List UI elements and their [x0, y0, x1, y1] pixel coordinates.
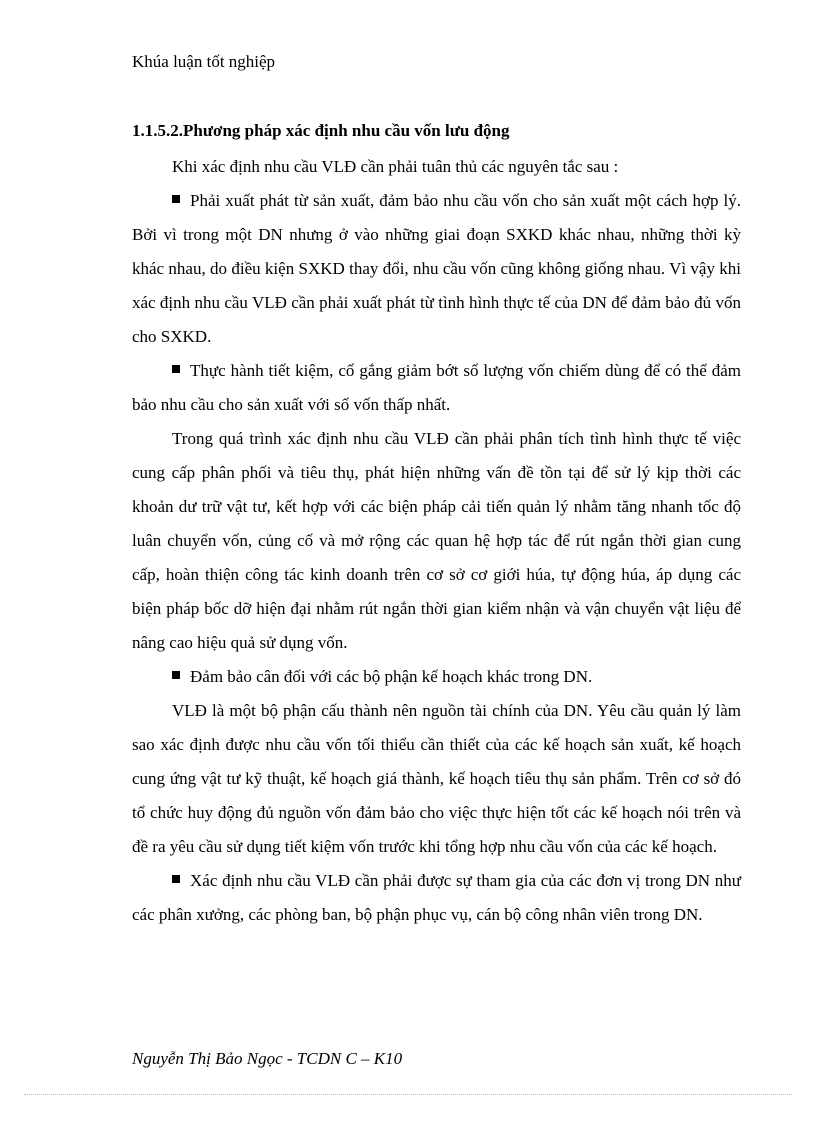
intro-paragraph: Khi xác định nhu cầu VLĐ cần phải tuân thủ các nguyên tắc sau :: [172, 157, 619, 176]
square-bullet-icon: [172, 195, 180, 203]
bullet-item: [132, 354, 741, 422]
square-bullet-icon: [172, 365, 180, 373]
body-paragraph: VLĐ là một bộ phận cấu thành nên nguồn tài chính của DN. Yêu cầu quản lý làm sao xác định được nhu cầu vốn tối thiểu cần thiết của các kế hoạch sản xuất, kế hoạch cung ứng vật tư kỹ thuật, kế hoạch giá thành, kế hoạch tiêu thụ sản phẩm. Trên cơ sở đó tổ chức huy động đủ nguồn vốn đảm bảo cho việc thực hiện tốt các kế hoạch nói trên và đề ra yêu cầu sử dụng tiết kiệm vốn trước khi tổng hợp nhu cầu vốn của các kế hoạch.: [132, 701, 741, 856]
footer-divider: [24, 1094, 792, 1095]
bullet-text: Xác định nhu cầu VLĐ cần phải được sự tham gia của các đơn vị trong DN như các phân xưởng, các phòng ban, bộ phận phục vụ, cán bộ công nhân viên trong DN.: [132, 871, 741, 924]
bullet-item: [132, 864, 741, 932]
body-paragraph: Trong quá trình xác định nhu cầu VLĐ cần phải phân tích tình hình thực tế việc cung cấp phân phối và tiêu thụ, phát hiện những vấn đề tồn tại để sử lý kịp thời các khoản dư trữ vật tư, kết hợp với các biện pháp cải tiến quản lý nhằm tăng nhanh tốc độ luân chuyển vốn, củng cố và mở rộng các quan hệ hợp tác để rút ngắn thời gian cung cấp, hoàn thiện công tác kinh doanh trên cơ sở cơ giới húa, tự động húa, áp dụng các biện pháp bốc dỡ hiện đại nhằm rút ngắn thời gian kiểm nhận và vận chuyển vật liệu để nâng cao hiệu quả sử dụng vốn.: [132, 429, 741, 652]
square-bullet-icon: [172, 671, 180, 679]
bullet-item: [132, 660, 741, 694]
bullet-text: Đảm bảo cân đối với các bộ phận kế hoạch khác trong DN.: [190, 667, 593, 686]
page-header: Khúa luận tốt nghiệp: [132, 52, 276, 71]
bullet-text: Thực hành tiết kiệm, cố gắng giảm bớt số lượng vốn chiếm dùng để có thể đảm bảo nhu cầu cho sản xuất với số vốn thấp nhất.: [132, 361, 741, 414]
bullet-text: Phải xuất phát từ sản xuất, đảm bảo nhu cầu vốn cho sản xuất một cách hợp lý. Bởi vì trong một DN nhưng ở vào những giai đoạn SXKD khác nhau, những thời kỳ khác nhau, do điều kiện SXKD thay đổi, nhu cầu vốn cũng không giống nhau. Vì vậy khi xác định nhu cầu VLĐ cần phải xuất phát từ tình hình thực tế của DN để đảm bảo đủ vốn cho SXKD.: [132, 191, 741, 346]
document-body: [132, 150, 741, 932]
square-bullet-icon: [172, 875, 180, 883]
bullet-item: [132, 184, 741, 354]
section-title: 1.1.5.2.Phương pháp xác định nhu cầu vốn lưu động: [132, 121, 510, 140]
page-footer: Nguyễn Thị Bảo Ngọc - TCDN C – K10: [132, 1049, 403, 1068]
